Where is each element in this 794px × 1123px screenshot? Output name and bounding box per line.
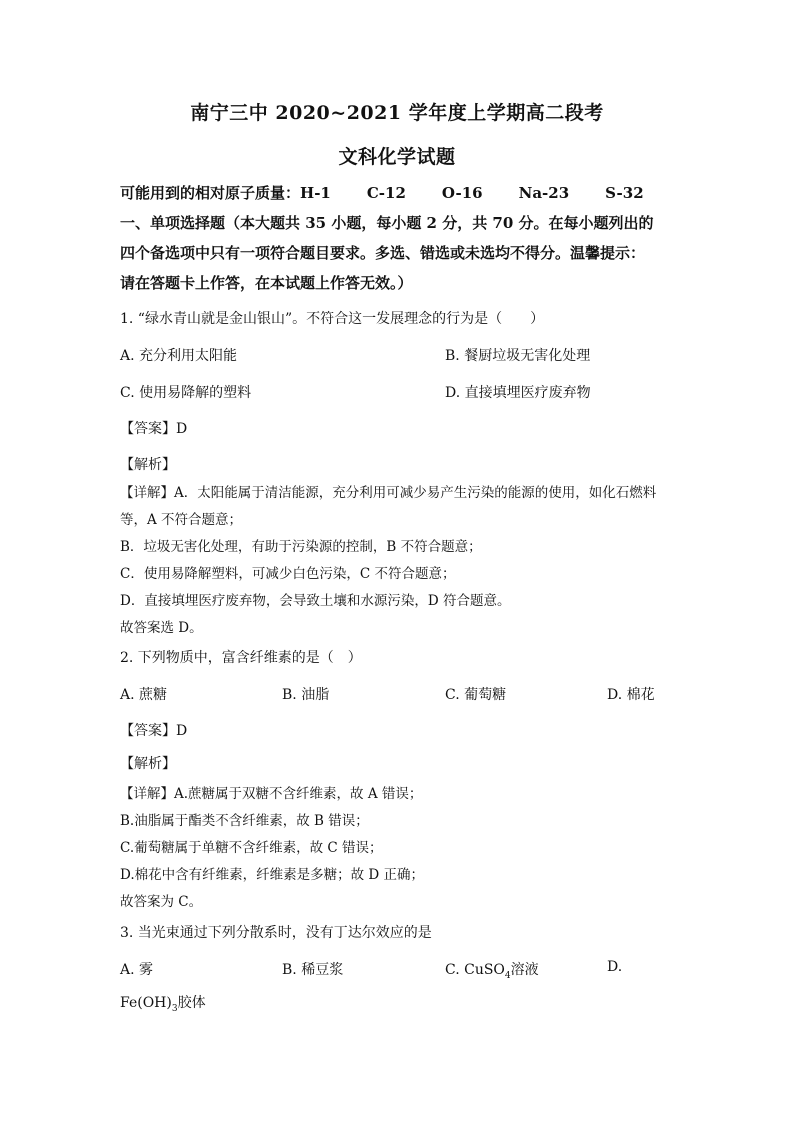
atomic-mass-item: O-16 [441,184,483,202]
question-1-conclusion: 故答案选 D。 [120,620,203,636]
atomic-mass-item: H-1 [300,184,331,202]
question-1-detail-line: B．垃圾无害化处理，有助于污染源的控制，B 不符合题意； [120,539,482,555]
question-1-detail-line: D．直接填埋医疗废弃物，会导致土壤和水源污染，D 符合题意。 [120,593,511,609]
atomic-mass-line [120,182,644,203]
question-2-detail-line: 【详解】A.蔗糖属于双糖不含纤维素，故 A 错误； [120,786,423,802]
atomic-mass-item: Na-23 [518,184,570,202]
question-3-option-c-suffix: 溶液 [510,962,539,978]
question-3-option-c-formula: C. CuSO [445,962,505,978]
question-3-option-d-formula: Fe(OH) [120,995,172,1011]
question-3-stem: 3. 当光束通过下列分散系时，没有丁达尔效应的是 [120,925,432,941]
question-2-conclusion: 故答案为 C。 [120,894,203,910]
atomic-mass-item: C-12 [366,184,406,202]
question-2-option-c: C. 葡萄糖 [445,687,507,703]
question-3-option-d: D. [607,959,623,975]
section-instruction-line: 一、单项选择题（本大题共 35 小题，每小题 2 分，共 70 分。在每小题列出的 [120,214,654,232]
page-title: 南宁三中 2020~2021 学年度上学期高二段考 [190,102,604,124]
question-1-detail-line: C．使用易降解塑料，可减少白色污染，C 不符合题意； [120,566,456,582]
question-2-stem: 2. 下列物质中，富含纤维素的是（ ） [120,650,362,666]
question-3-option-a: A. 雾 [120,962,154,978]
question-1-detail-line: 等，A 不符合题意； [120,512,243,528]
question-2-option-d: D. 棉花 [607,687,655,703]
question-1-option-d: D. 直接填埋医疗废弃物 [445,385,591,401]
question-2-detail-line: C.葡萄糖属于单糖不含纤维素，故 C 错误； [120,840,383,856]
question-1-answer: 【答案】D [120,421,188,437]
question-3-option-d-suffix: 胶体 [177,995,206,1011]
question-3-option-d-subscript: 3 [171,1003,178,1014]
section-instruction-line: 四个备选项中只有一项符合题目要求。多选、错选或未选均不得分。温馨提示： [120,244,646,262]
question-2-detail-line: D.棉花中含有纤维素，纤维素是多糖；故 D 正确； [120,867,425,883]
section-instruction-line: 请在答题卡上作答，在本试题上作答无效。） [120,274,413,292]
atomic-mass-label: 可能用到的相对原子质量： [120,184,301,202]
question-1-option-a: A. 充分利用太阳能 [120,348,238,364]
atomic-mass-item: S-32 [605,184,644,202]
question-1-option-c: C. 使用易降解的塑料 [120,385,252,401]
question-3-option-c [445,959,539,981]
page-subtitle: 文科化学试题 [338,146,456,168]
question-3-option-b: B. 稀豆浆 [282,962,344,978]
question-2-detail-line: B.油脂属于酯类不含纤维素，故 B 错误； [120,813,369,829]
question-2-answer: 【答案】D [120,723,188,739]
question-2-analysis-label: 【解析】 [120,756,176,772]
question-3-option-d-content [120,992,206,1014]
question-1-option-b: B. 餐厨垃圾无害化处理 [445,348,591,364]
question-2-option-a: A. 蔗糖 [120,687,168,703]
question-3-option-c-subscript: 4 [504,970,511,981]
question-1-analysis-label: 【解析】 [120,457,176,473]
question-1-stem: 1. “绿水青山就是金山银山”。不符合这一发展理念的行为是（ ） [120,311,545,327]
question-1-detail-line: 【详解】A．太阳能属于清洁能源，充分利用可减少易产生污染的能源的使用，如化石燃料 [120,485,657,501]
question-2-option-b: B. 油脂 [282,687,330,703]
